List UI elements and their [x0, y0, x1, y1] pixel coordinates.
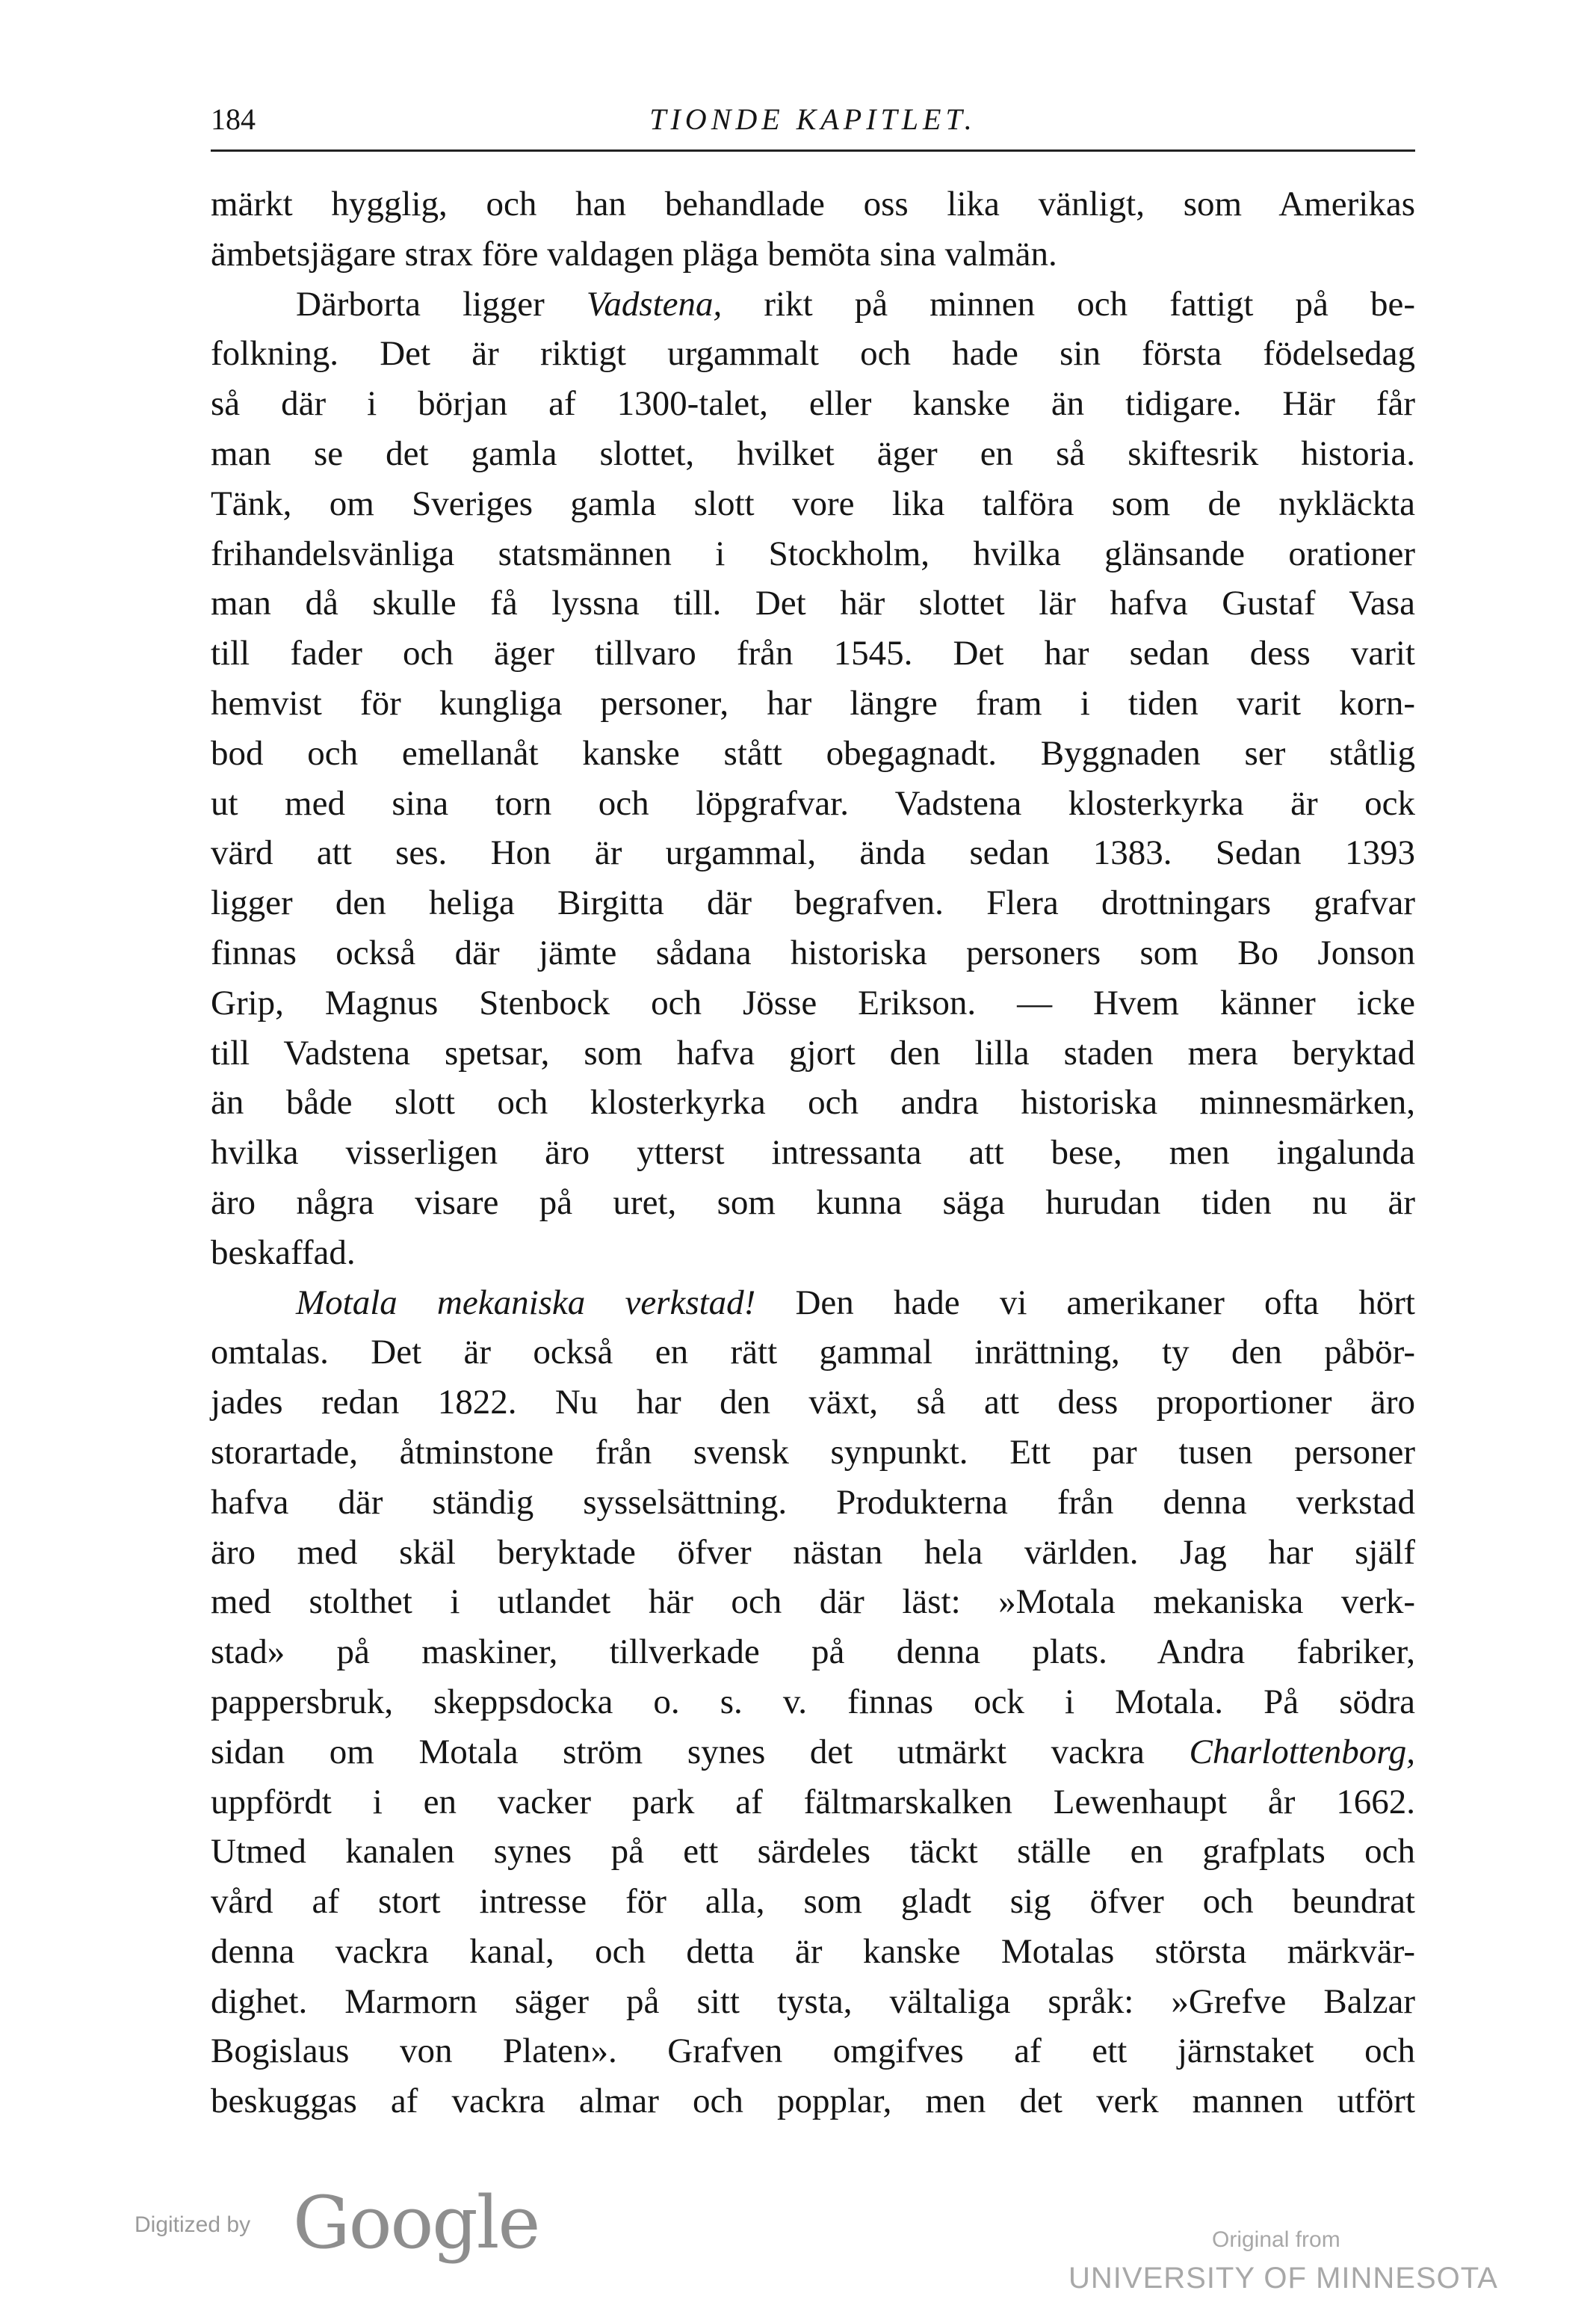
text-line: med stolthet i utlandet här och där läst: »Motala mekaniska verk-: [211, 1582, 1415, 1622]
text-line: ämbetsjägare strax före valdagen pläga bemöta sina valmän.: [211, 234, 1057, 274]
text-line: dighet. Marmorn säger på sitt tysta, vältaliga språk: »Grefve Balzar: [211, 1981, 1415, 2021]
page-number: 184: [211, 102, 256, 136]
text-line: Bogislaus von Platen». Grafven omgifves af ett järnstaket och: [211, 2031, 1415, 2071]
university-label: UNIVERSITY OF MINNESOTA: [1068, 2262, 1498, 2295]
text-line: Utmed kanalen synes på ett särdeles täckt ställe en grafplats och: [211, 1832, 1415, 1872]
text-line: beskuggas af vackra almar och popplar, men det verk mannen utfört: [211, 2082, 1415, 2121]
text-line: stad» på maskiner, tillverkade på denna plats. Andra fabriker,: [211, 1632, 1415, 1672]
text-line: värd att ses. Hon är urgammal, ända sedan 1383. Sedan 1393: [211, 833, 1415, 873]
text-line: hvilka visserligen äro ytterst intressanta att bese, men ingalunda: [211, 1133, 1415, 1173]
text-line: Tänk, om Sveriges gamla slott vore lika talföra som de nykläckta: [211, 484, 1415, 523]
text-line: äro med skäl beryktade öfver nästan hela världen. Jag har själf: [211, 1532, 1415, 1572]
digitized-by-label: Digitized by: [134, 2212, 251, 2237]
text-line: vård af stort intresse för alla, som gladt sig öfver och beundrat: [211, 1882, 1415, 1922]
text-line: ut med sina torn och löpgrafvar. Vadstena klosterkyrka är ock: [211, 783, 1415, 823]
text-line: uppfördt i en vacker park af fältmarskalken Lewenhaupt år 1662.: [211, 1782, 1415, 1821]
text-line: än både slott och klosterkyrka och andra historiska minnesmärken,: [211, 1083, 1415, 1123]
text-line: jades redan 1822. Nu har den växt, så att dess proportioner äro: [211, 1383, 1415, 1422]
text-line: man då skulle få lyssna till. Det här slottet lär hafva Gustaf Vasa: [211, 584, 1415, 623]
text-line: till fader och äger tillvaro från 1545. Det har sedan dess varit: [211, 634, 1415, 673]
text-line: märkt hygglig, och han behandlade oss lika vänligt, som Amerikas: [211, 185, 1415, 223]
text-line: Motala mekaniska verkstad! Den hade vi amerikaner ofta hört: [296, 1283, 1415, 1322]
text-line: bod och emellanåt kanske stått obegagnadt. Byggnaden ser ståtlig: [211, 733, 1415, 773]
text-line: så där i början af 1300-talet, eller kanske än tidigare. Här får: [211, 384, 1415, 424]
text-line: folkning. Det är riktigt urgammalt och hade sin första födelsedag: [211, 334, 1415, 374]
text-line: pappersbruk, skeppsdocka o. s. v. finnas ock i Motala. På södra: [211, 1682, 1415, 1721]
text-line: storartade, åtminstone från svensk synpunkt. Ett par tusen personer: [211, 1432, 1415, 1472]
text-line: sidan om Motala ström synes det utmärkt vackra Charlottenborg,: [211, 1732, 1415, 1771]
text-line: Därborta ligger Vadstena, rikt på minnen och fattigt på be-: [296, 284, 1415, 324]
text-line: beskaffad.: [211, 1232, 356, 1272]
text-line: hemvist för kungliga personer, har längre fram i tiden varit korn-: [211, 683, 1415, 723]
text-line: denna vackra kanal, och detta är kanske Motalas största märkvär-: [211, 1931, 1415, 1971]
page-header: [211, 97, 1415, 152]
google-logo: Google: [293, 2181, 539, 2265]
body-text: [211, 179, 1415, 2126]
text-line: finnas också där jämte sådana historiska personers som Bo Jonson: [211, 933, 1415, 972]
text-line: frihandelsvänliga statsmännen i Stockholm, hvilka glänsande orationer: [211, 534, 1415, 573]
text-line: till Vadstena spetsar, som hafva gjort den lilla staden mera beryktad: [211, 1033, 1415, 1073]
running-head: TIONDE KAPITLET.: [649, 102, 977, 136]
text-line: hafva där ständig sysselsättning. Produkterna från denna verkstad: [211, 1482, 1415, 1522]
text-line: Grip, Magnus Stenbock och Jösse Erikson. — Hvem känner icke: [211, 983, 1415, 1022]
text-line: ligger den heliga Birgitta där begrafven. Flera drottningars grafvar: [211, 883, 1415, 923]
text-line: man se det gamla slottet, hvilket äger en så skiftesrik historia.: [211, 434, 1415, 473]
text-line: äro några visare på uret, som kunna säga hurudan tiden nu är: [211, 1182, 1415, 1222]
text-line: omtalas. Det är också en rätt gammal inrättning, ty den påbör-: [211, 1333, 1415, 1372]
original-from-label: Original from: [1212, 2227, 1340, 2252]
